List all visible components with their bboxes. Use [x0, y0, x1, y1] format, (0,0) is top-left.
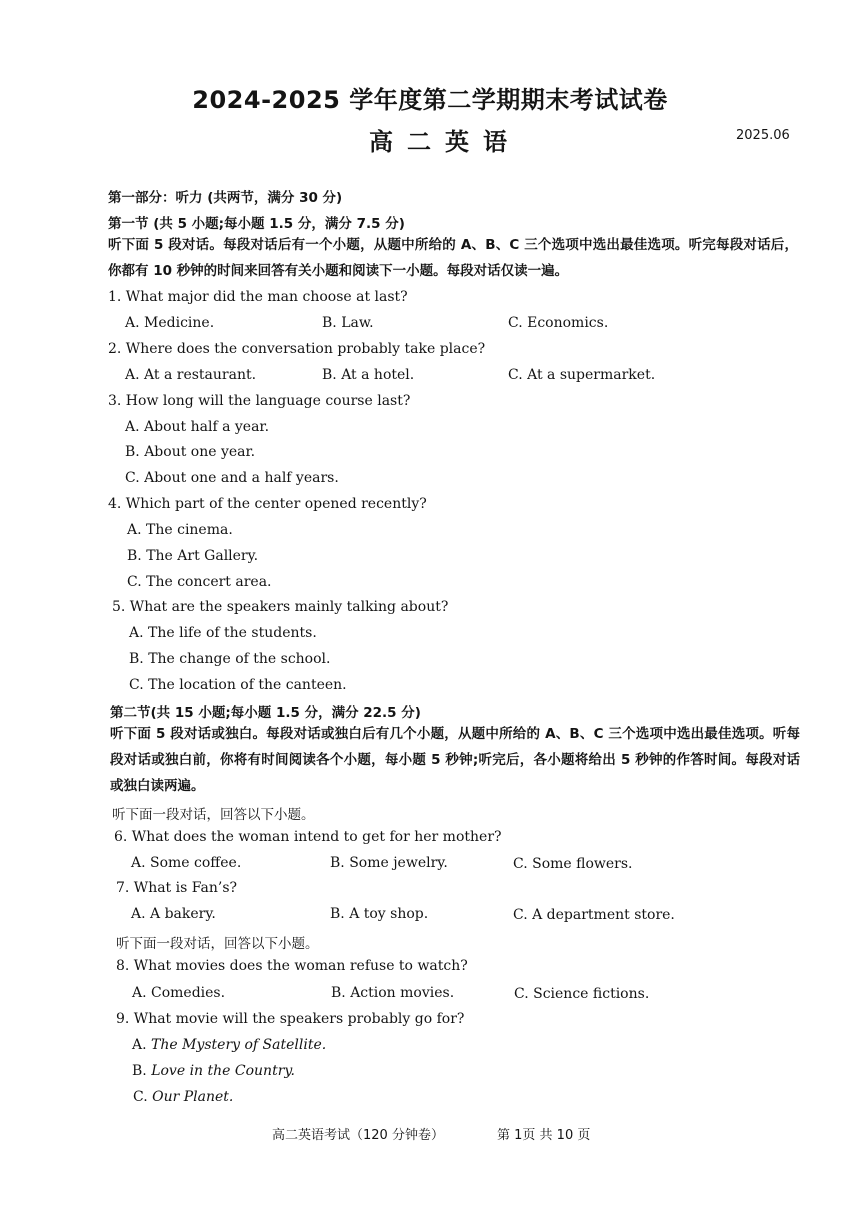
part1-heading: 第一部分：听力 (共两节，满分 30 分) — [108, 190, 343, 206]
q9-option-c-title: Our Planet. — [152, 1089, 234, 1105]
q9-option-a-title: The Mystery of Satellite. — [151, 1037, 327, 1053]
q7-option-c: C. A department store. — [513, 907, 675, 923]
q4-option-c: C. The concert area. — [127, 574, 272, 590]
q8-option-b: B. Action movies. — [331, 985, 455, 1001]
q8-option-a: A. Comedies. — [132, 985, 226, 1001]
question-5: 5. What are the speakers mainly talking about? — [112, 599, 449, 615]
q1-option-a: A. Medicine. — [125, 315, 215, 331]
q4-option-a: A. The cinema. — [127, 522, 233, 538]
q3-option-b: B. About one year. — [125, 444, 256, 460]
q6-option-c: C. Some flowers. — [513, 856, 633, 872]
q9-option-b — [132, 1063, 295, 1079]
exam-date: 2025.06 — [736, 128, 790, 143]
q2-option-a: A. At a restaurant. — [125, 367, 257, 383]
q6-option-a: A. Some coffee. — [131, 855, 242, 871]
section1-heading: 第一节 (共 5 小题;每小题 1.5 分，满分 7.5 分) — [108, 216, 405, 232]
q9-option-c — [133, 1089, 233, 1105]
listening-note-1: 听下面一段对话，回答以下小题。 — [112, 807, 315, 823]
q1-option-c: C. Economics. — [508, 315, 609, 331]
q9-option-a — [132, 1037, 326, 1053]
q7-option-b: B. A toy shop. — [330, 906, 429, 922]
question-8: 8. What movies does the woman refuse to watch? — [116, 958, 468, 974]
q7-option-a: A. A bakery. — [131, 906, 216, 922]
footer-page-number: 第 1页 共 10 页 — [497, 1128, 591, 1143]
footer-exam-info: 高二英语考试（120 分钟卷） — [272, 1128, 444, 1143]
q6-option-b: B. Some jewelry. — [330, 855, 448, 871]
section2-heading: 第二节(共 15 小题;每小题 1.5 分，满分 22.5 分) — [110, 705, 421, 721]
q5-option-c: C. The location of the canteen. — [129, 677, 347, 693]
q2-option-b: B. At a hotel. — [322, 367, 415, 383]
question-6: 6. What does the woman intend to get for her mother? — [114, 829, 502, 845]
q3-option-a: A. About half a year. — [125, 419, 270, 435]
q9-option-b-letter: B. — [132, 1063, 147, 1079]
section1-instructions: 听下面 5 段对话。每段对话后有一个小题，从题中所给的 A、B、C 三个选项中选出最佳选项。听完每段对话后，你都有 10 秒钟的时间来回答有关小题和阅读下一小题。每段对话仅读一遍。 — [108, 237, 798, 279]
question-2: 2. Where does the conversation probably take place? — [108, 341, 486, 357]
subject-title: 高二英语 — [369, 128, 521, 156]
exam-title: 2024-2025 学年度第二学期期末考试试卷 — [192, 86, 668, 114]
q4-option-b: B. The Art Gallery. — [127, 548, 259, 564]
question-7: 7. What is Fan’s? — [116, 880, 238, 896]
q5-option-a: A. The life of the students. — [129, 625, 317, 641]
q2-option-c: C. At a supermarket. — [508, 367, 656, 383]
question-9: 9. What movie will the speakers probably go for? — [116, 1011, 465, 1027]
q9-option-a-letter: A. — [132, 1037, 147, 1053]
q1-option-b: B. Law. — [322, 315, 374, 331]
section2-instructions: 听下面 5 段对话或独白。每段对话或独白后有几个小题，从题中所给的 A、B、C 三个选项中选出最佳选项。听每段对话或独白前，你将有时间阅读各个小题，每小题 5 秒钟;听完后，各小题将给出 5 秒钟的作答时间。每段对话或独白读两遍。 — [110, 726, 800, 794]
q3-option-c: C. About one and a half years. — [125, 470, 339, 486]
listening-note-2: 听下面一段对话，回答以下小题。 — [116, 936, 319, 952]
question-1: 1. What major did the man choose at last? — [108, 289, 408, 305]
q9-option-c-letter: C. — [133, 1089, 148, 1105]
q9-option-b-title: Love in the Country. — [151, 1063, 295, 1079]
question-4: 4. Which part of the center opened recently? — [108, 496, 427, 512]
q8-option-c: C. Science fictions. — [514, 986, 650, 1002]
question-3: 3. How long will the language course last? — [108, 393, 411, 409]
q5-option-b: B. The change of the school. — [129, 651, 331, 667]
